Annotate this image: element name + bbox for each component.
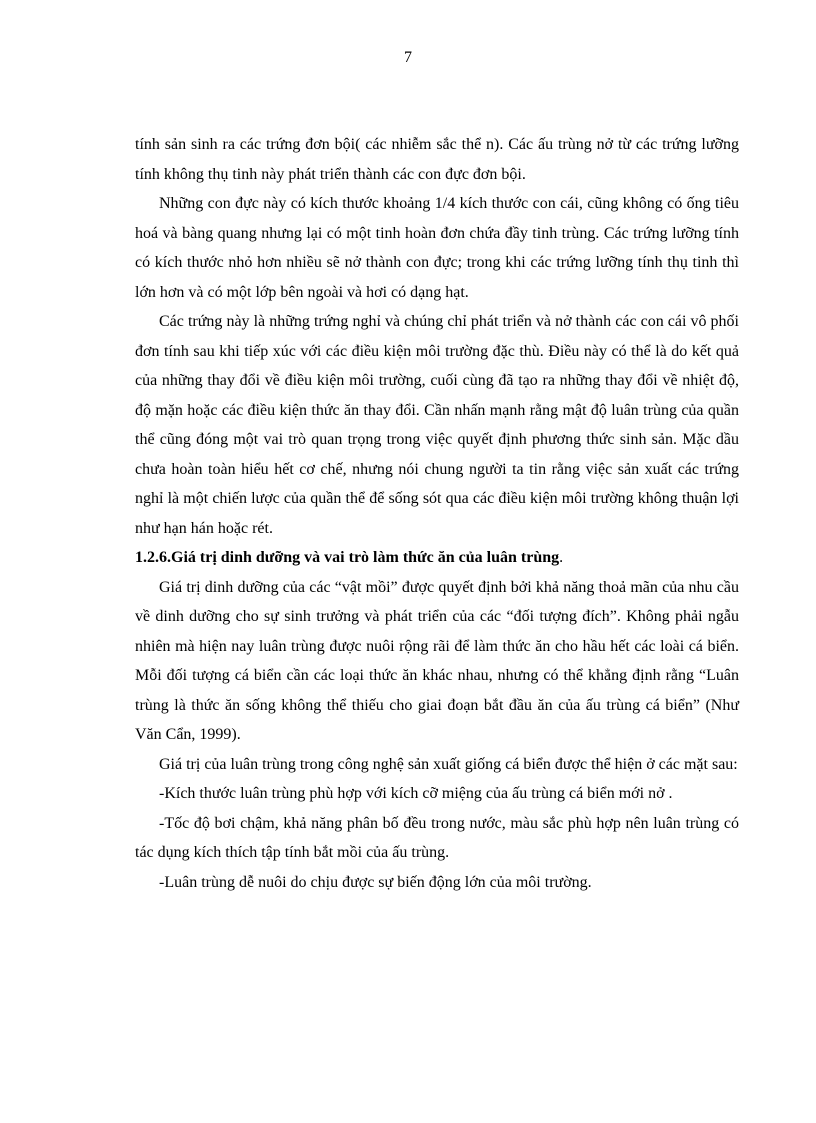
paragraph-4: Giá trị dinh dưỡng của các “vật mồi” được quyết định bởi khả năng thoả mãn của nhu cầu về dinh dưỡng cho sự sinh trưởng và phát triển của các “đối tượng đích”. Không phải ngẫu nhiên mà hiện nay luân trùng được nuôi rộng rãi để làm thức ăn cho hầu hết các loài cá biển. Mỗi đối tượng cá biển cần các loại thức ăn khác nhau, nhưng có thể khẳng định rằng “Luân trùng là thức ăn sống không thể thiếu cho giai đoạn bắt đầu ăn của ấu trùng cá biển” (Như Văn Cẩn, 1999). — [135, 578, 739, 743]
paragraph-3: Các trứng này là những trứng nghỉ và chúng chỉ phát triển và nở thành các con cái vô phối đơn tính sau khi tiếp xúc với các điều kiện môi trường đặc thù. Điều này có thể là do kết quả của những thay đổi về điều kiện môi trường, cuối cùng đã tạo ra những thay đổi về nhiệt độ, độ mặn hoặc các điều kiện thức ăn thay đổi. Cần nhấn mạnh rằng mật độ luân trùng của quần thể cũng đóng một vai trò quan trọng trong việc quyết định phương thức sinh sản. Mặc dầu chưa hoàn toàn hiểu hết cơ chế, nhưng nói chung người ta tin rằng việc sản xuất các trứng nghỉ là một chiến lược của quần thể để sống sót qua các điều kiện môi trường không thuận lợi như hạn hán hoặc rét. — [135, 313, 739, 537]
list-item-2: -Tốc độ bơi chậm, khả năng phân bố đều trong nước, màu sắc phù hợp nên luân trùng có tác dụng kích thích tập tính bắt mồi của ấu trùng. — [135, 814, 739, 861]
paragraph-1: tính sản sinh ra các trứng đơn bội( các nhiễm sắc thể n). Các ấu trùng nở từ các trứng lưỡng tính không thụ tinh này phát triển thành các con đực đơn bội. — [135, 136, 739, 183]
paragraph-5: Giá trị của luân trùng trong công nghệ sản xuất giống cá biển được thể hiện ở các mặt sau: — [159, 755, 738, 773]
section-heading: 1.2.6.Giá trị dinh dưỡng và vai trò làm thức ăn của luân trùng — [135, 549, 560, 566]
document-body — [135, 130, 739, 897]
section-heading-suffix: . — [559, 549, 564, 566]
list-item-1: -Kích thước luân trùng phù hợp với kích cỡ miệng của ấu trùng cá biển mới nở . — [159, 785, 673, 802]
section-heading-line — [135, 543, 739, 573]
paragraph-2: Những con đực này có kích thước khoảng 1/4 kích thước con cái, cũng không có ống tiêu hoá và bàng quang nhưng lại có một tinh hoàn đơn chứa đầy tinh trùng. Các trứng lưỡng tính có kích thước nhỏ hơn nhiều sẽ nở thành con đực; trong khi các trứng lưỡng tính thụ tinh thì lớn hơn và có một lớp bên ngoài và hơi có dạng hạt. — [135, 195, 739, 301]
list-item-3: -Luân trùng dễ nuôi do chịu được sự biến động lớn của môi trường. — [159, 873, 592, 891]
page-number: 7 — [404, 49, 412, 66]
